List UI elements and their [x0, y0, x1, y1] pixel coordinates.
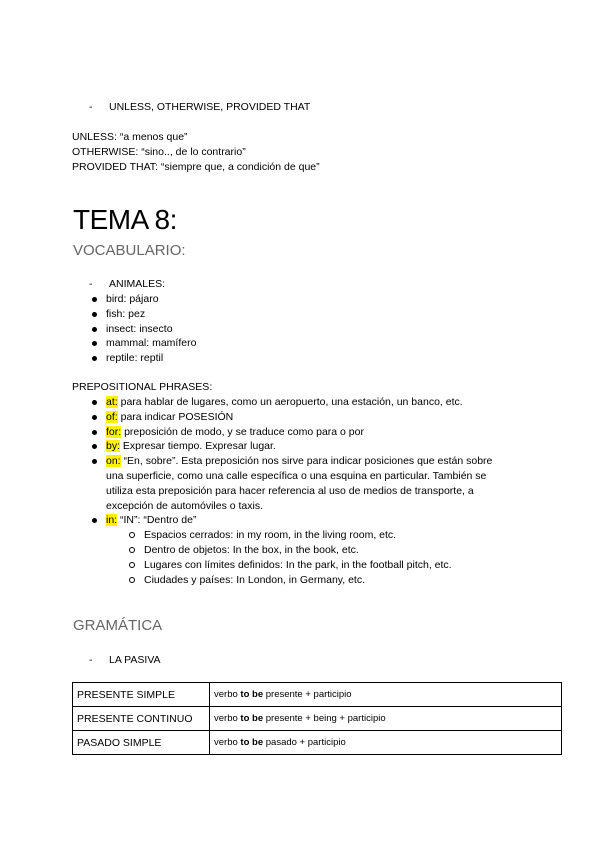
highlighted-term: by:: [106, 440, 121, 453]
list-item: [89, 395, 506, 410]
list-item: mammal: mamífero: [89, 336, 196, 351]
sub-list-item: Ciudades y países: In London, in Germany, etc.: [106, 573, 506, 588]
sub-list-item: Espacios cerrados: in my room, in the living room, etc.: [106, 528, 506, 543]
tense-cell: PRESENTE CONTINUO: [73, 707, 210, 731]
list-item: [89, 513, 506, 587]
dash-item-text: ANIMALES:: [109, 278, 166, 290]
table-row: [73, 683, 562, 707]
formula-text: verbo: [214, 737, 241, 748]
sub-list-item: Lugares con límites definidos: In the park, in the football pitch, etc.: [106, 558, 506, 573]
dash-item-text: UNLESS, OTHERWISE, PROVIDED THAT: [109, 101, 311, 113]
list-item: bird: pájaro: [89, 292, 196, 307]
dash-item-text: LA PASIVA: [109, 654, 161, 666]
list-item: [89, 410, 506, 425]
formula-text: pasado + participio: [263, 737, 346, 748]
formula-cell: [210, 707, 562, 731]
passive-table: [72, 682, 562, 755]
formula-text: verbo: [214, 713, 241, 724]
item-text: “IN”: “Dentro de”: [117, 514, 197, 527]
definition-provided-that: PROVIDED THAT: “siempre que, a condición de que”: [72, 161, 320, 173]
tense-cell: PRESENTE SIMPLE: [73, 683, 210, 707]
item-text: Expresar tiempo. Expresar lugar.: [120, 440, 276, 453]
list-item: insect: insecto: [89, 322, 196, 337]
item-text: para indicar POSESIÓN: [117, 410, 234, 423]
item-text: para hablar de lugares, como un aeropuerto, una estación, un banco, etc.: [117, 396, 463, 408]
formula-text: verbo: [214, 689, 241, 700]
highlighted-term: in:: [106, 514, 118, 527]
prepositions-list: [89, 395, 506, 587]
grammar-heading: GRAMÁTICA: [73, 617, 163, 634]
sub-list-item: Dentro de objetos: In the box, in the book, etc.: [106, 543, 506, 558]
list-item: [89, 439, 506, 454]
animals-list: [89, 292, 196, 366]
highlighted-term: for:: [106, 425, 122, 438]
formula-cell: [210, 731, 562, 755]
formula-cell: [210, 683, 562, 707]
highlighted-term: of:: [106, 410, 118, 423]
formula-text: presente + being + participio: [263, 713, 386, 724]
item-text: “En, sobre”. Esta preposición nos sirve para indicar posiciones que están sobre una superficie, como una calle específica o una esquina en particular. También se utiliza esta preposición para hacer referencia al uso de medios de transporte, a excepción de automóviles o taxis.: [106, 455, 493, 512]
definition-unless: UNLESS: “a menos que”: [72, 131, 188, 143]
definition-otherwise: OTHERWISE: “sino.., de lo contrario”: [72, 146, 246, 158]
tense-cell: PASADO SIMPLE: [73, 731, 210, 755]
table-row: [73, 707, 562, 731]
formula-bold: to be: [240, 713, 264, 724]
highlighted-term: at:: [106, 396, 118, 408]
vocabulary-heading: VOCABULARIO:: [73, 242, 186, 259]
in-sublist: [106, 528, 506, 587]
dash-marker: -: [89, 101, 93, 113]
list-item: [89, 425, 506, 440]
table-row: [73, 731, 562, 755]
formula-text: presente + participio: [263, 689, 352, 700]
list-item: [89, 454, 506, 513]
item-text: preposición de modo, y se traduce como para o por: [121, 425, 364, 438]
dash-marker: -: [89, 654, 93, 666]
list-item: reptile: reptil: [89, 351, 196, 366]
highlighted-term: on:: [106, 455, 121, 468]
prepositional-heading: PREPOSITIONAL PHRASES:: [72, 381, 213, 393]
formula-bold: to be: [240, 737, 264, 748]
dash-marker: -: [89, 278, 93, 290]
formula-bold: to be: [240, 689, 264, 700]
page-title: TEMA 8:: [73, 204, 177, 235]
list-item: fish: pez: [89, 307, 196, 322]
